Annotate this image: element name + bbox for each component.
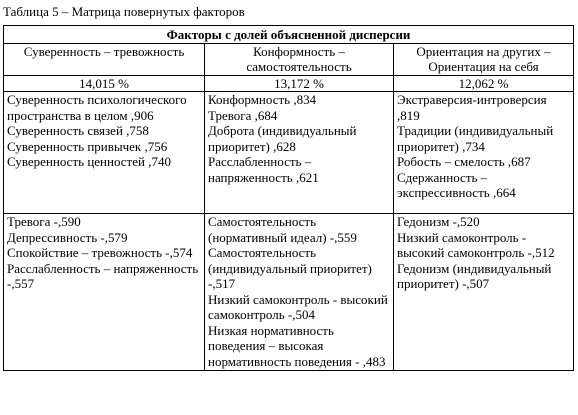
loading-item: Конформность ,834 [208, 92, 317, 107]
factor-3-negative-loadings [394, 214, 574, 371]
loading-item: Сдержанность – экспрессивность ,664 [397, 169, 516, 200]
factor-3-header: Ориентация на других – Ориентация на себя [394, 43, 574, 75]
rotated-factor-matrix [3, 25, 574, 371]
loading-item: Низкий самоконтроль - высокий самоконтроль -,504 [208, 291, 388, 322]
factor-2-negative-loadings [205, 214, 394, 371]
loading-item: Самостоятельность (индивидуальный приоритет) -,517 [208, 245, 372, 291]
loading-item: Суверенность привычек ,756 [7, 138, 168, 154]
loading-item: Самостоятельность (нормативный идеал) -,559 [208, 214, 357, 245]
factor-3-positive-loadings [394, 92, 574, 214]
loading-item: Низкая нормативность поведения – высокая нормативность поведения - ,483 [208, 322, 386, 369]
loading-item: Тревога ,684 [208, 107, 278, 123]
table-title: Факторы с долей объясненной дисперсии [4, 26, 574, 44]
factor-2-positive-loadings [205, 92, 394, 214]
loading-item: Робость – смелость ,687 [397, 154, 531, 169]
loading-item: Тревога -,590 [7, 214, 81, 229]
loading-item: Расслабленность – напряженность ,621 [208, 154, 319, 185]
factor-3-variance: 12,062 % [394, 75, 574, 92]
loading-item: Депрессивность -,579 [7, 229, 128, 245]
loading-item: Суверенность связей ,758 [7, 123, 149, 138]
loading-item: Гедонизм (индивидуальный приоритет) -,507 [397, 260, 552, 291]
loading-item: Суверенность психологического пространства в целом ,906 [7, 92, 187, 123]
loading-item: Низкий самоконтроль - высокий самоконтроль -,512 [397, 229, 555, 260]
loading-item: Доброта (индивидуальный приоритет) ,628 [208, 123, 357, 154]
factor-2-variance: 13,172 % [205, 75, 394, 92]
loading-item: Суверенность ценностей ,740 [7, 154, 171, 169]
loading-item: Традиции (индивидуальный приоритет) ,734 [397, 123, 554, 154]
loading-item: Расслабленность – напряженность -,557 [7, 260, 199, 291]
factor-2-header: Конформность – самостоятельность [205, 43, 394, 75]
factor-1-header: Суверенность – тревожность [4, 43, 205, 75]
loading-item: Экстраверсия-интроверсия ,819 [397, 92, 547, 123]
factor-1-variance: 14,015 % [4, 75, 205, 92]
table-caption: Таблица 5 – Матрица повернутых факторов [3, 4, 245, 19]
loading-item: Спокойствие – тревожность -,574 [7, 245, 193, 260]
factor-1-negative-loadings [4, 214, 205, 371]
factor-1-positive-loadings [4, 92, 205, 214]
loading-item: Гедонизм -,520 [397, 214, 480, 229]
